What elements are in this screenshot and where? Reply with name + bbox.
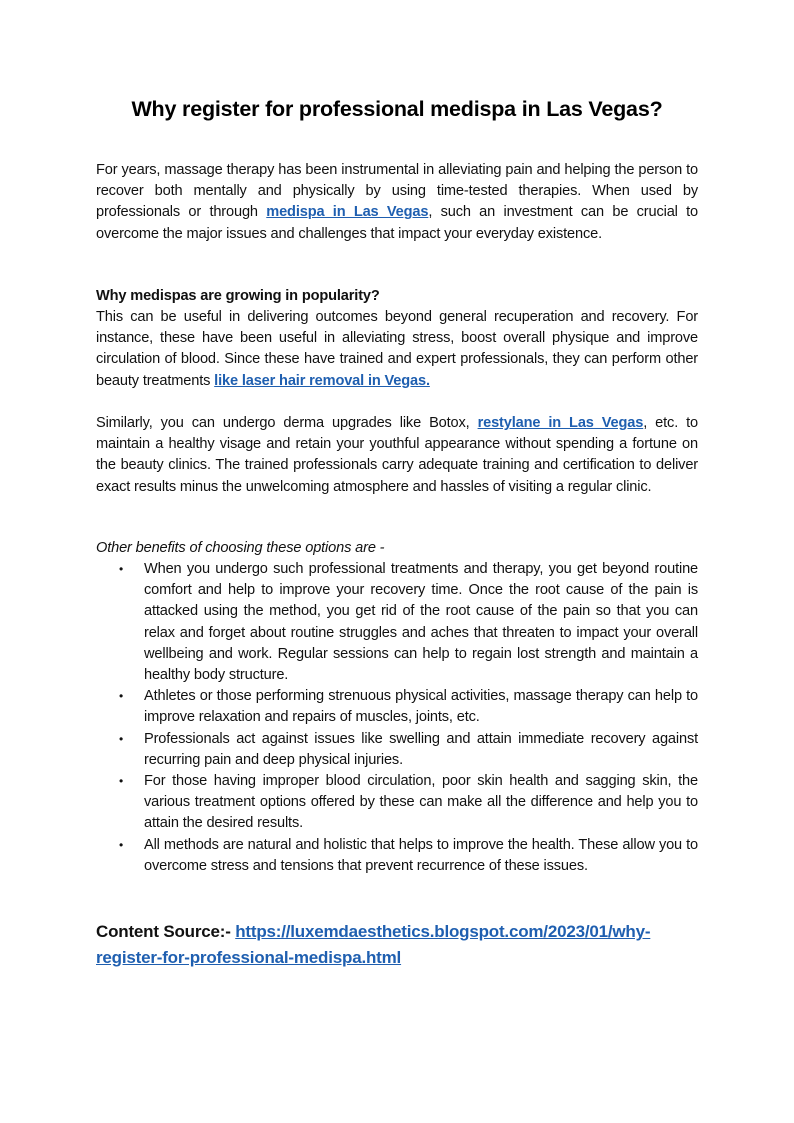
intro-paragraph — [96, 160, 698, 245]
content-source-label: Content Source:- — [96, 922, 236, 941]
restylane-link[interactable]: restylane in Las Vegas — [477, 415, 644, 431]
intro-text-before: For years, massage therapy has been instrumental in alleviating pain and helping the person to recover both mentally and physically by using time-tested therapies. When used by professionals or through — [96, 162, 698, 221]
list-item-text: Athletes or those performing strenuous physical activities, massage therapy can help to improve relaxation and repairs of muscles, joints, etc. — [144, 688, 698, 726]
popularity-paragraph — [96, 307, 698, 392]
derma-text-before: Similarly, you can undergo derma upgrades like Botox, — [96, 415, 478, 431]
list-item — [96, 771, 698, 835]
popularity-text-before: This can be useful in delivering outcomes beyond general recuperation and recovery. For instance, these have been useful in alleviating stress, boost overall physique and improve circulation of blood. Since these have trained and expert professionals, they can perform other beauty treatments — [96, 309, 698, 389]
laser-hair-removal-link[interactable]: like laser hair removal in Vegas. — [214, 372, 430, 389]
bullet-icon: • — [119, 731, 124, 746]
list-item-text: When you undergo such professional treatments and therapy, you get beyond routine comfort and help to improve your recovery time. Once the root cause of the pain is attacked using the method, you get rid of the root cause of the pain so that you can relax and forget about routine struggles and aches that threaten to impact your overall wellbeing and work. Regular sessions can help to regain lost strength and maintain a healthy body structure. — [144, 561, 698, 684]
list-item — [96, 835, 698, 877]
benefits-list — [96, 559, 698, 877]
content-source — [96, 919, 716, 971]
derma-paragraph — [96, 413, 698, 498]
intro-text-after: , such an investment can be crucial to overcome the major issues and challenges that impact your everyday existence. — [96, 204, 699, 242]
bullet-icon: • — [119, 774, 124, 789]
list-item — [96, 729, 698, 771]
list-item-text: For those having improper blood circulation, poor skin health and sagging skin, the various treatment options offered by these can make all the difference and help you to attain the desired results. — [144, 773, 698, 832]
list-item — [96, 686, 698, 728]
bullet-icon: • — [119, 837, 124, 852]
list-item-text: Professionals act against issues like swelling and attain immediate recovery against recurring pain and deep physical injuries. — [144, 730, 698, 768]
bullet-icon: • — [119, 689, 124, 704]
content-source-link[interactable]: https://luxemdaesthetics.blogspot.com/2023/01/why-register-for-professional-medispa.html — [96, 922, 651, 967]
bullet-icon: • — [119, 562, 124, 576]
list-item-text: All methods are natural and holistic that helps to improve the health. These allow you to overcome stress and tensions that prevent recurrence of these issues. — [144, 836, 698, 874]
section-heading: Why medispas are growing in popularity? — [96, 288, 380, 304]
medispa-las-vegas-link[interactable]: medispa in Las Vegas — [266, 204, 429, 221]
benefits-intro: Other benefits of choosing these options are - — [96, 540, 385, 556]
page-title: Why register for professional medispa in Las Vegas? — [131, 97, 663, 121]
derma-text-after: , etc. to maintain a healthy visage and retain your youthful appearance without spending a fortune on the beauty clinics. The trained professionals carry adequate training and certification to deliver exact results minus the unwelcoming atmosphere and hassles of visiting a regular clinic. — [96, 415, 698, 495]
list-item — [96, 559, 698, 686]
